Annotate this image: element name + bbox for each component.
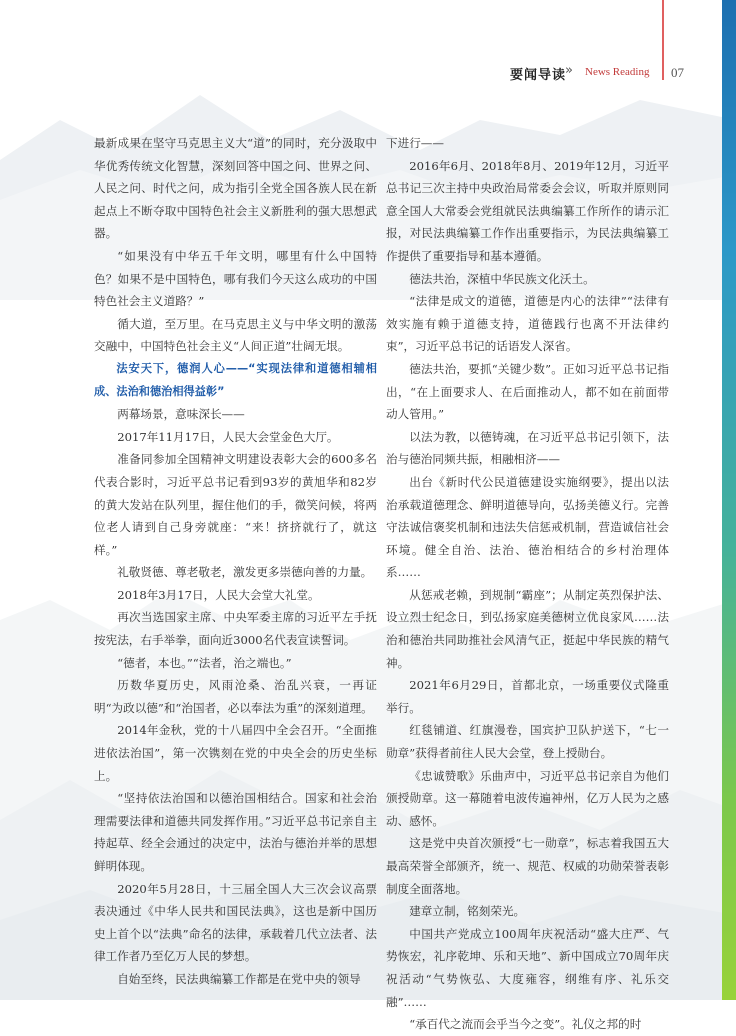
page-number: 07 [671, 65, 684, 80]
paragraph: 历数华夏历史，风雨沧桑、治乱兴衰，一再证明“为政以德”和“治国者，必以奉法为重”的深刻道理。 [94, 678, 377, 715]
paragraph: “承百代之流而会乎当今之变”。礼仪之邦的时 [409, 1017, 642, 1032]
paragraph: 建章立制，铭刻荣光。 [409, 904, 526, 919]
paragraph: 以法为教，以德铸魂，在习近平总书记引领下，法治与德治同频共振，相融相济—— [386, 429, 669, 467]
chevron-right-icon: » [565, 63, 573, 78]
paragraph: 下进行—— [386, 136, 444, 150]
paragraph: “法律是成文的道德，道德是内心的法律”“法律有效实施有赖于道德支持，道德践行也离不开法律约束”，习近平总书记的话语发人深省。 [386, 294, 669, 354]
right-text-column [386, 132, 669, 1036]
section-title: 要闻导读 [510, 68, 567, 83]
paragraph: “如果没有中华五千年文明，哪里有什么中国特色？如果不是中国特色，哪有我们今天这么成功的中国特色社会主义道路？” [94, 248, 377, 309]
paragraph: 两幕场景，意味深长—— [117, 407, 245, 422]
paragraph: 礼敬贤德、尊老敬老，激发更多崇德向善的力量。 [117, 565, 373, 580]
paragraph: 德法共治，深植中华民族文化沃土。 [409, 271, 595, 286]
section-heading: 法安天下，德润人心——“实现法律和道德相辅相成、法治和德治相得益彰” [94, 361, 377, 398]
decorative-side-bar [722, 0, 736, 1000]
paragraph: 2014年金秋，党的十八届四中全会召开。“全面推进依法治国”，第一次镌刻在党的中央全会的历史坐标上。 [94, 723, 377, 783]
paragraph: 再次当选国家主席、中央军委主席的习近平左手抚按宪法，右手举拳，面向近3000名代表宣读誓词。 [94, 610, 377, 648]
paragraph: 从惩戒老赖，到规制“霸座”；从制定英烈保护法、设立烈士纪念日，到弘扬家庭美德树立优良家风……法治和德治共同助推社会风清气正，挺起中华民族的精气神。 [386, 587, 669, 670]
paragraph: 最新成果在坚守马克思主义大“道”的同时，充分汲取中华优秀传统文化智慧，深刻回答中国之问、世界之问、人民之问、时代之问，成为指引全党全国各族人民在新起点上不断夺取中国特色社会主义新胜利的强大思想武器。 [94, 136, 377, 241]
paragraph: 自始至终，民法典编纂工作都是在党中央的领导 [117, 971, 361, 986]
paragraph: 德法共治，要抓“关键少数”。正如习近平总书记指出，“在上面要求人、在后面推动人，都不如在前面带动人管用。” [386, 361, 669, 422]
paragraph: 出台《新时代公民道德建设实施纲要》，提出以法治承载道德理念、鲜明道德导向，弘扬美德义行。完善守法诚信褒奖机制和违法失信惩戒机制，营造诚信社会环境。健全自治、法治、德治相结合的乡村治理体系…… [386, 474, 669, 580]
paragraph: 2020年5月28日，十三届全国人大三次会议高票表决通过《中华人民共和国民法典》，这也是新中国历史上首个以“法典”命名的法律，承载着几代立法者、法律工作者乃至亿万人民的梦想。 [94, 881, 377, 964]
section-title-english: News Reading [585, 66, 650, 78]
left-text-column [94, 132, 377, 991]
paragraph: 这是党中央首次颁授“七一勋章”，标志着我国五大最高荣誉全部颁齐，统一、规范、权威的功勋荣誉表彰制度全面落地。 [386, 836, 669, 896]
paragraph: “坚持依法治国和以德治国相结合。国家和社会治理需要法律和道德共同发挥作用。”习近平总书记亲自主持起草、经全会通过的决定中，法治与德治并举的思想鲜明体现。 [94, 791, 377, 873]
paragraph: 循大道，至万里。在马克思主义与中华文明的激荡交融中，中国特色社会主义“人间正道”壮阔无垠。 [94, 316, 377, 354]
paragraph: “德者，本也。”“法者，治之端也。” [117, 655, 292, 670]
paragraph: 《忠诚赞歌》乐曲声中，习近平总书记亲自为他们颁授勋章。这一幕随着电波传遍神州，亿万人民为之感动、感怀。 [386, 768, 669, 828]
paragraph: 2016年6月、2018年8月、2019年12月，习近平总书记三次主持中央政治局常委会会议，听取并原则同意全国人大常委会党组就民法典编纂工作所作的请示汇报，对民法典编纂工作作出重要指示，为民法典编纂工作提供了重要指导和基本遵循。 [386, 158, 669, 263]
paragraph: 2021年6月29日，首都北京，一场重要仪式隆重举行。 [386, 678, 669, 715]
paragraph: 2018年3月17日，人民大会堂大礼堂。 [117, 587, 320, 602]
page-header [0, 62, 736, 86]
paragraph: 中国共产党成立100周年庆祝活动“盛大庄严、气势恢宏，礼序乾坤、乐和天地”、新中国成立70周年庆祝活动“气势恢弘、大度雍容，纲维有序、礼乐交融”…… [386, 926, 669, 1009]
paragraph: 2017年11月17日，人民大会堂金色大厅。 [117, 429, 339, 444]
paragraph: 准备同参加全国精神文明建设表彰大会的600多名代表合影时，习近平总书记看到93岁的黄旭华和82岁的黄大发站在队列里，握住他们的手，微笑问候，将两位老人请到自己身旁就座：“来！挤挤就行了，就这样。” [94, 452, 377, 557]
paragraph: 红毯铺道、红旗漫卷，国宾护卫队护送下，“七一勋章”获得者前往人民大会堂，登上授勋台。 [386, 723, 669, 761]
